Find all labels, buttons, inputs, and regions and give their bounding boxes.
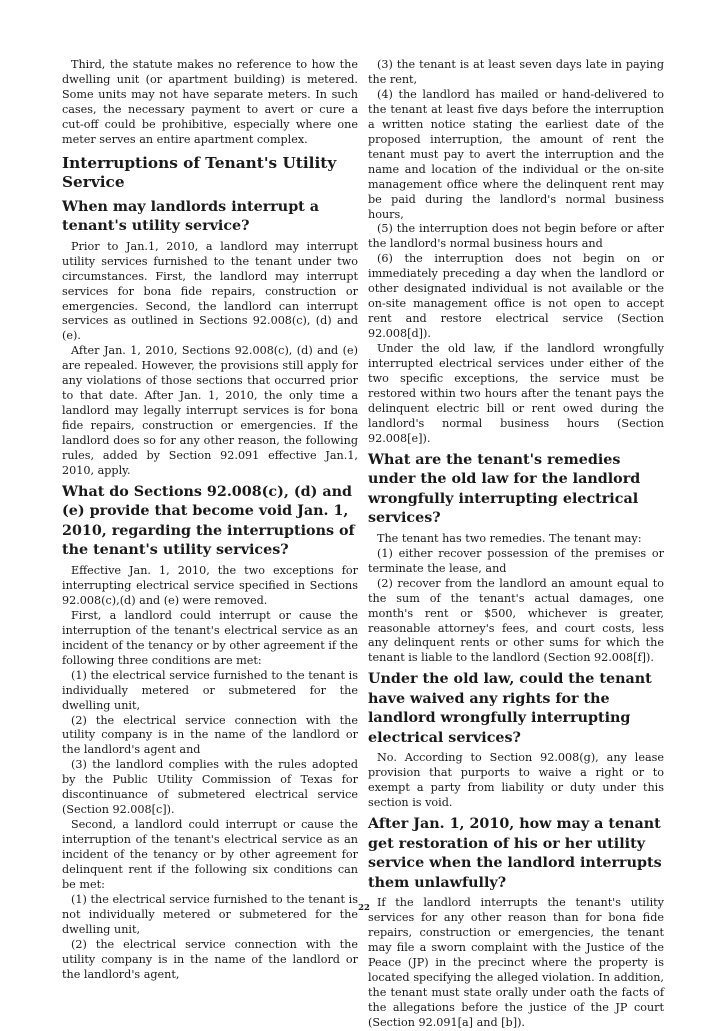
paragraph: First, a landlord could interrupt or cause the interruption of the tenant's electrical service as an incident of the tenancy or by other agreement if the following three conditions are met: [62, 608, 358, 667]
left-column [62, 58, 358, 983]
paragraph: Effective Jan. 1, 2010, the two exceptions for interrupting electrical service specified in Sections 92.008(c),(d) and (e) were removed. [62, 563, 358, 607]
list-item: (1) the electrical service furnished to the tenant is not individually metered or submetered for the dwelling unit, [62, 892, 358, 936]
question-heading: Under the old law, could the tenant have waived any rights for the landlord wrongfully interrupting electrical services? [368, 671, 652, 746]
paragraph: After Jan. 1, 2010, Sections 92.008(c), (d) and (e) are repealed. However, the provisions still apply for any violations of those sections that occurred prior to that date. After Jan. 1, 2010, the only time a landlord may legally interrupt services is for bona fide repairs, construction or emergencies. If the landlord does so for any other reason, the following rules, added by Section 92.091 effective Jan.1, 2010, apply. [62, 344, 358, 478]
paragraph: Prior to Jan.1, 2010, a landlord may interrupt utility services furnished to the tenant under two circumstances. First, the landlord may interrupt services for bona fide repairs, construction or emergencies. Second, the landlord can interrupt services as outlined in Sections 92.008(c), (d) and (e). [62, 239, 358, 343]
list-item: (2) the electrical service connection with the utility company is in the name of the landlord or the landlord's agent, [62, 937, 358, 981]
list-item: (1) either recover possession of the premises or terminate the lease, and [368, 546, 664, 575]
list-item: (6) the interruption does not begin on or immediately preceding a day when the landlord or other designated individual is not available or the on-site management office is not open to accept rent and restore electrical service (Section 92.008[d]). [368, 252, 664, 341]
list-item: (3) the landlord complies with the rules adopted by the Public Utility Commission of Texas for discontinuance of submetered electrical service (Section 92.008[c]). [62, 758, 358, 817]
list-item: (2) the electrical service connection with the utility company is in the name of the landlord or the landlord's agent and [62, 713, 358, 757]
question-heading: What do Sections 92.008(c), (d) and (e) provide that become void Jan. 1, 2010, regarding the interruptions of the tenant's utility services? [62, 483, 355, 559]
paragraph: Third, the statute makes no reference to how the dwelling unit (or apartment building) is metered. Some units may not have separate meters. In such cases, the necessary payment to avert or cure a cut-off could be prohibitive, especially where one meter serves an entire apartment complex. [62, 58, 358, 146]
paragraph: Under the old law, if the landlord wrongfully interrupted electrical services under either of the two specific exceptions, the service must be restored within two hours after the tenant pays the delinquent electric bill or rent owed during the landlord's normal business hours (Section 92.008[e]). [368, 342, 664, 445]
question-heading: After Jan. 1, 2010, how may a tenant get restoration of his or her utility service when the landlord interrupts them unlawfully? [368, 816, 662, 891]
list-item: (1) the electrical service furnished to the tenant is individually metered or submetered for the dwelling unit, [62, 668, 358, 712]
list-item: (2) recover from the landlord an amount equal to the sum of the tenant's actual damages, one month's rent or $500, whichever is greater, reasonable attorney's fees, and court costs, less any delinquent rents or other sums for which the tenant is liable to the landlord (Section 92.008[f]). [368, 576, 664, 665]
paragraph: The tenant has two remedies. The tenant may: [377, 531, 642, 545]
paragraph: No. According to Section 92.008(g), any lease provision that purports to waive a right or to exempt a party from liability or duty under this section is void. [368, 751, 664, 810]
question-heading: When may landlords interrupt a tenant's utility service? [62, 198, 320, 235]
list-item: (3) the tenant is at least seven days late in paying the rent, [368, 58, 664, 86]
question-heading: What are the tenant's remedies under the old law for the landlord wrongfully interrupting electrical services? [368, 451, 641, 527]
paragraph: If the landlord interrupts the tenant's utility services for any other reason than for bona fide repairs, construction or emergencies, the tenant may file a sworn complaint with the Justice of the Peace (JP) in the precinct where the property is located specifying the alleged violation. In addition, the tenant must state orally under oath the facts of the allegations before the justice of the JP court (Section 92.091[a] and [b]). [368, 896, 664, 1029]
list-item: (5) the interruption does not begin before or after the landlord's normal business hours and [368, 222, 664, 251]
list-item: (4) the landlord has mailed or hand-delivered to the tenant at least five days before the interruption a written notice stating the earliest date of the proposed interruption, the amount of rent the tenant must pay to avert the interruption and the name and location of the individual or the on-site management office where the delinquent rent may be paid during the landlord's normal business hours, [368, 87, 664, 221]
section-heading: Interruptions of Tenant's Utility Service [62, 153, 337, 191]
paragraph: Second, a landlord could interrupt or cause the interruption of the tenant's electrical service as an incident of the tenancy or by other agreement for delinquent rent if the following six conditions can be met: [62, 818, 358, 891]
right-column [368, 58, 664, 1031]
page-number: 22 [358, 903, 370, 913]
